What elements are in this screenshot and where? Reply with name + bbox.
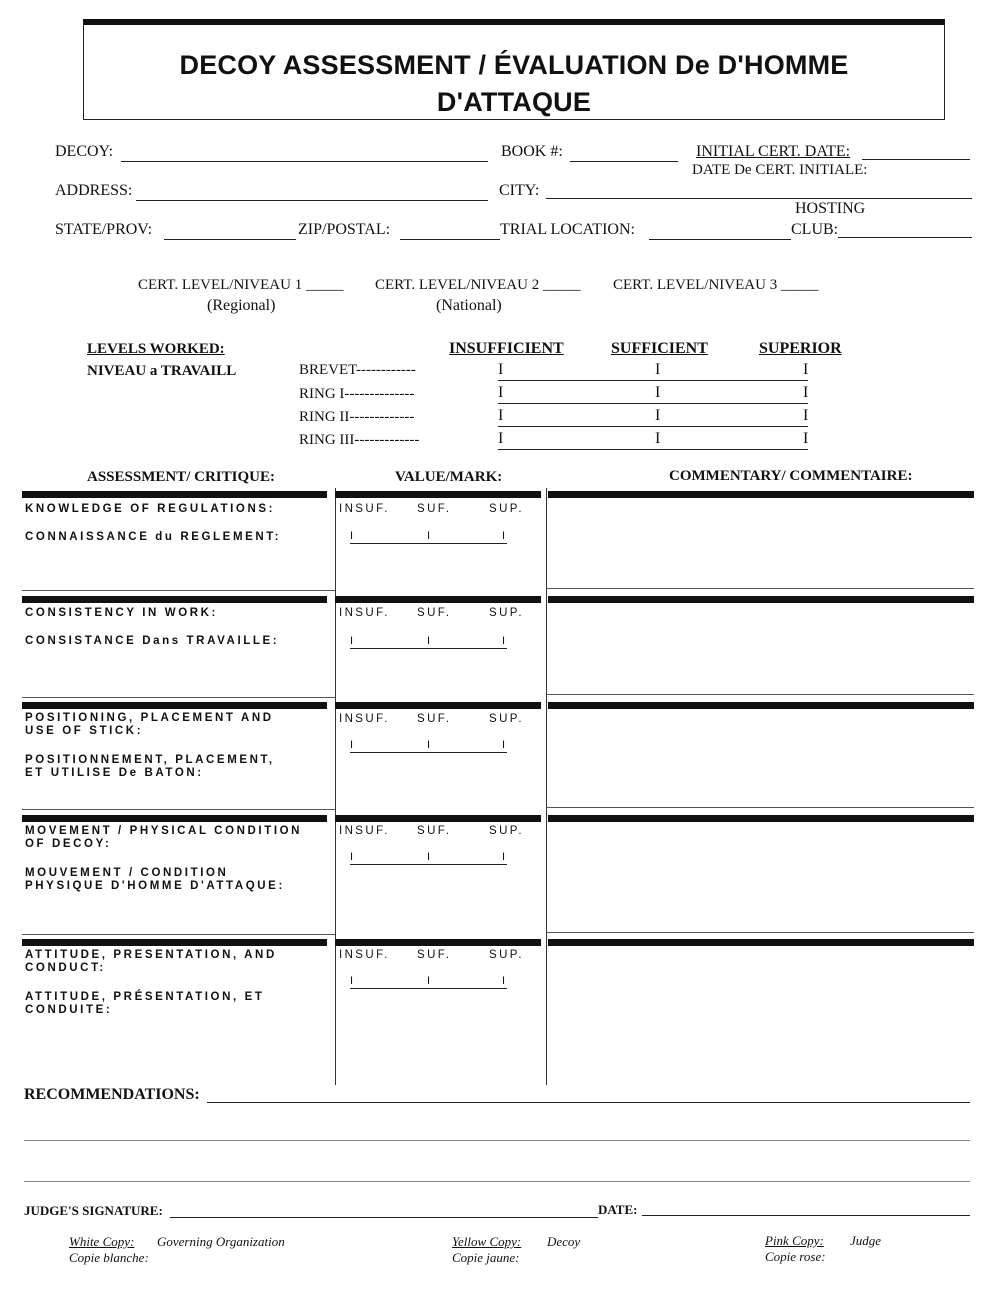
col-insufficient: INSUFFICIENT xyxy=(449,340,564,357)
mark-suf-label: SUF. xyxy=(417,949,452,961)
mark-scale[interactable] xyxy=(350,543,507,544)
mark-suf-label: SUF. xyxy=(417,825,452,837)
decoy-field[interactable] xyxy=(121,161,488,162)
decoy-label: DECOY: xyxy=(55,143,114,160)
criterion-fr: CONNAISSANCE du REGLEMENT: xyxy=(25,531,282,543)
mark-suf-label: SUF. xyxy=(417,607,452,619)
judge-signature-label: JUDGE'S SIGNATURE: xyxy=(24,1203,163,1218)
level-row-ring2: RING II------------- xyxy=(299,409,415,425)
mark-tick[interactable]: I xyxy=(502,851,506,863)
commentary-field[interactable] xyxy=(548,711,972,804)
mark-sup-label: SUP. xyxy=(489,503,524,515)
trial-location-label: TRIAL LOCATION: xyxy=(500,221,635,238)
scale-tick[interactable]: I xyxy=(803,430,809,447)
white-copy-recipient: Governing Organization xyxy=(157,1234,285,1249)
scale-tick[interactable]: I xyxy=(655,361,661,378)
mark-tick[interactable]: I xyxy=(350,975,354,987)
mark-insuf-label: INSUF. xyxy=(339,503,390,515)
header-assessment: ASSESSMENT/ CRITIQUE: xyxy=(87,469,275,485)
scale-tick[interactable]: I xyxy=(655,430,661,447)
scale-tick[interactable]: I xyxy=(498,430,504,447)
commentary-field[interactable] xyxy=(548,824,972,929)
white-copy-label-fr: Copie blanche: xyxy=(69,1250,149,1265)
pink-copy-label-fr: Copie rose: xyxy=(765,1249,826,1264)
zip-label: ZIP/POSTAL: xyxy=(298,221,391,238)
scale-tick[interactable]: I xyxy=(498,361,504,378)
levels-worked-label-fr: NIVEAU a TRAVAILL xyxy=(87,363,237,379)
mark-tick[interactable]: I xyxy=(502,739,506,751)
level-row-brevet: BREVET------------ xyxy=(299,362,416,378)
mark-tick[interactable]: I xyxy=(350,739,354,751)
criterion-en: KNOWLEDGE OF REGULATIONS: xyxy=(25,503,276,515)
mark-insuf-label: INSUF. xyxy=(339,949,390,961)
club-field[interactable] xyxy=(838,237,972,238)
mark-tick[interactable]: I xyxy=(350,851,354,863)
mark-tick[interactable]: I xyxy=(427,851,431,863)
header-commentary: COMMENTARY/ COMMENTAIRE: xyxy=(669,468,913,484)
trial-location-field[interactable] xyxy=(649,239,791,240)
city-label: CITY: xyxy=(499,182,540,199)
mark-scale[interactable] xyxy=(350,648,507,649)
mark-tick[interactable]: I xyxy=(502,530,506,542)
mark-tick[interactable]: I xyxy=(427,739,431,751)
commentary-field[interactable] xyxy=(548,948,972,1078)
mark-sup-label: SUP. xyxy=(489,825,524,837)
header-value-mark: VALUE/MARK: xyxy=(395,469,503,485)
scale-tick[interactable]: I xyxy=(803,361,809,378)
address-field[interactable] xyxy=(136,200,488,201)
initial-cert-date-field[interactable] xyxy=(862,159,970,160)
scale-tick[interactable]: I xyxy=(655,407,661,424)
commentary-field[interactable] xyxy=(548,605,972,691)
criterion-fr: MOUVEMENT / CONDITION PHYSIQUE D'HOMME D'ATTAQUE: xyxy=(25,867,285,892)
cert-level-1[interactable]: CERT. LEVEL/NIVEAU 1 _____ xyxy=(138,277,344,293)
scale-tick[interactable]: I xyxy=(498,384,504,401)
mark-sup-label: SUP. xyxy=(489,607,524,619)
judge-signature-field[interactable] xyxy=(170,1217,598,1218)
scale-tick[interactable]: I xyxy=(498,407,504,424)
recommendations-line[interactable] xyxy=(24,1140,970,1141)
criterion-en: POSITIONING, PLACEMENT AND USE OF STICK: xyxy=(25,712,274,737)
cert-level-3[interactable]: CERT. LEVEL/NIVEAU 3 _____ xyxy=(613,277,819,293)
city-field[interactable] xyxy=(546,198,972,199)
scale-tick[interactable]: I xyxy=(803,384,809,401)
pink-copy-recipient: Judge xyxy=(850,1233,882,1248)
criterion-fr: CONSISTANCE Dans TRAVAILLE: xyxy=(25,635,280,647)
mark-tick[interactable]: I xyxy=(427,975,431,987)
signature-date-label: DATE: xyxy=(598,1202,638,1217)
levels-worked-label: LEVELS WORKED: xyxy=(87,341,225,357)
recommendations-label: RECOMMENDATIONS: xyxy=(24,1086,200,1103)
mark-tick[interactable]: I xyxy=(350,530,354,542)
criterion-en: MOVEMENT / PHYSICAL CONDITION OF DECOY: xyxy=(25,825,303,850)
recommendations-line[interactable] xyxy=(24,1181,970,1182)
yellow-copy-label: Yellow Copy: xyxy=(452,1234,522,1249)
mark-sup-label: SUP. xyxy=(489,713,524,725)
book-field[interactable] xyxy=(570,161,678,162)
form-title-line1: DECOY ASSESSMENT / ÉVALUATION De D'HOMME xyxy=(179,50,849,80)
yellow-copy-recipient: Decoy xyxy=(547,1234,581,1249)
initial-cert-date-label: INITIAL CERT. DATE: xyxy=(696,143,851,160)
mark-suf-label: SUF. xyxy=(417,503,452,515)
recommendations-field[interactable] xyxy=(207,1102,970,1103)
column-divider xyxy=(546,488,547,1085)
cert-level-1-sub: (Regional) xyxy=(207,297,276,314)
criterion-en: ATTITUDE, PRESENTATION, AND CONDUCT: xyxy=(25,949,277,974)
mark-scale[interactable] xyxy=(350,988,507,989)
criterion-en: CONSISTENCY IN WORK: xyxy=(25,607,218,619)
mark-tick[interactable]: I xyxy=(502,635,506,647)
club-label: CLUB: xyxy=(791,221,839,238)
mark-insuf-label: INSUF. xyxy=(339,825,390,837)
col-superior: SUPERIOR xyxy=(759,340,842,357)
commentary-field[interactable] xyxy=(548,500,972,586)
signature-date-field[interactable] xyxy=(642,1215,970,1216)
col-sufficient: SUFFICIENT xyxy=(611,340,708,357)
pink-copy-label: Pink Copy: xyxy=(765,1233,824,1248)
mark-scale[interactable] xyxy=(350,752,507,753)
mark-suf-label: SUF. xyxy=(417,713,452,725)
criterion-fr: POSITIONNEMENT, PLACEMENT, ET UTILISE De BATON: xyxy=(25,754,275,779)
scale-tick[interactable]: I xyxy=(655,384,661,401)
level-row-ring1: RING I-------------- xyxy=(299,386,415,402)
cert-level-2-sub: (National) xyxy=(436,297,502,314)
form-title-line2: D'ATTAQUE xyxy=(436,87,592,117)
state-label: STATE/PROV: xyxy=(55,221,153,238)
mark-tick[interactable]: I xyxy=(502,975,506,987)
white-copy-label: White Copy: xyxy=(69,1234,135,1249)
mark-insuf-label: INSUF. xyxy=(339,607,390,619)
mark-sup-label: SUP. xyxy=(489,949,524,961)
mark-scale[interactable] xyxy=(350,864,507,865)
hosting-label: HOSTING xyxy=(795,200,866,217)
cert-level-2[interactable]: CERT. LEVEL/NIVEAU 2 _____ xyxy=(375,277,581,293)
scale-tick[interactable]: I xyxy=(803,407,809,424)
zip-field[interactable] xyxy=(400,239,500,240)
criterion-fr: ATTITUDE, PRÉSENTATION, ET CONDUITE: xyxy=(25,991,265,1016)
yellow-copy-label-fr: Copie jaune: xyxy=(452,1250,520,1265)
address-label: ADDRESS: xyxy=(55,182,133,199)
book-label: BOOK #: xyxy=(501,143,563,160)
mark-tick[interactable]: I xyxy=(427,530,431,542)
state-field[interactable] xyxy=(164,239,296,240)
initial-cert-date-label-fr: DATE De CERT. INITIALE: xyxy=(692,162,868,178)
mark-insuf-label: INSUF. xyxy=(339,713,390,725)
mark-tick[interactable]: I xyxy=(427,635,431,647)
level-row-ring3: RING III------------- xyxy=(299,432,420,448)
mark-tick[interactable]: I xyxy=(350,635,354,647)
column-divider xyxy=(335,488,336,1085)
